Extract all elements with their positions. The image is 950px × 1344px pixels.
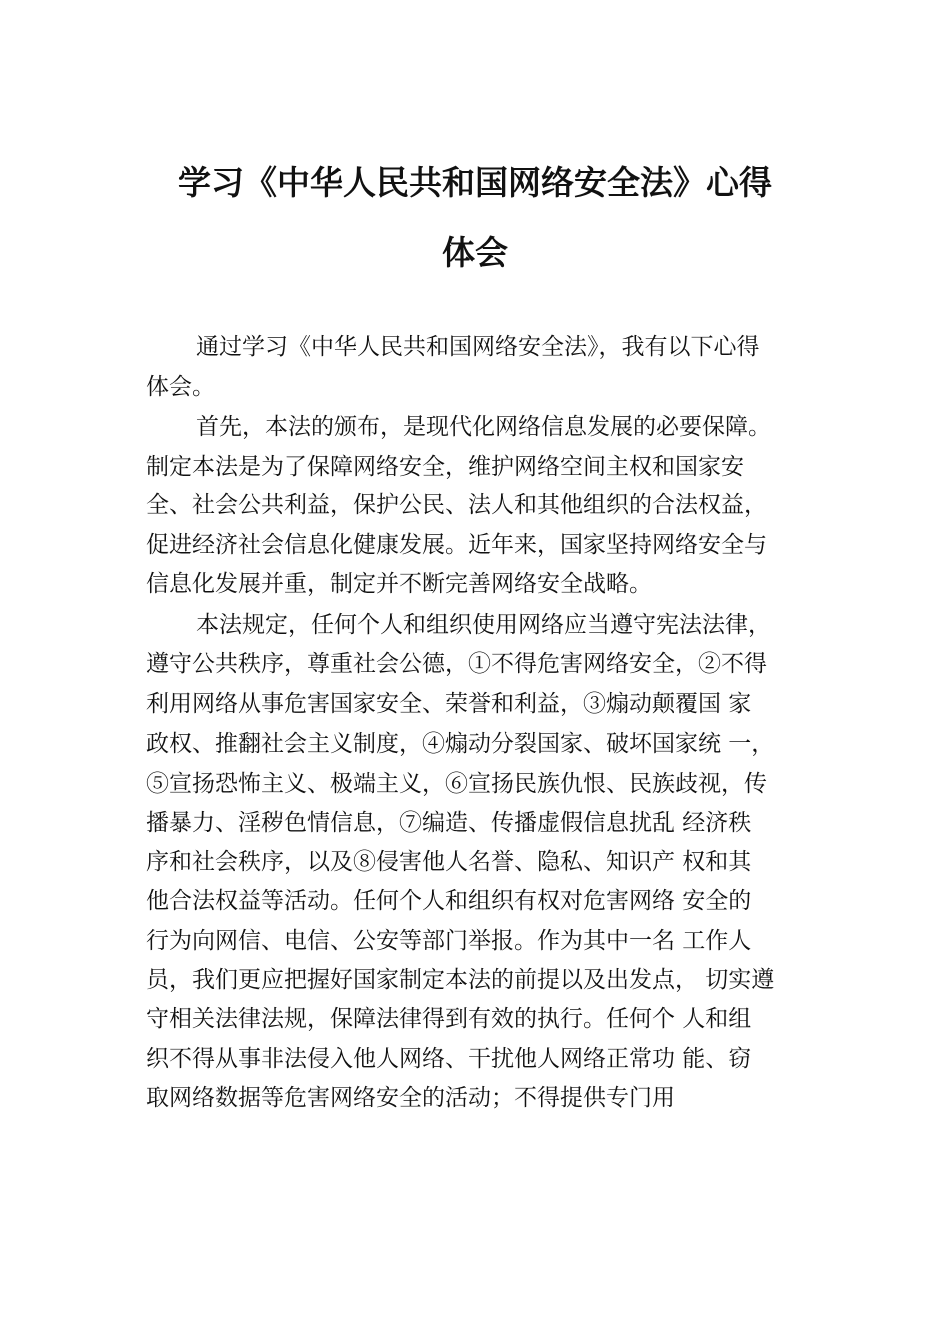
paragraph-line: 员，我们更应把握好国家制定本法的前提以及出发点， 切实遵	[146, 967, 775, 993]
paragraph-line: 本法规定，任何个人和组织使用网络应当遵守宪法法律，	[196, 612, 771, 638]
paragraph-line: 织不得从事非法侵入他人网络、干扰他人网络正常功 能、窃	[146, 1046, 752, 1072]
paragraph-line: 通过学习《中华人民共和国网络安全法》，我有以下心得	[196, 334, 760, 360]
paragraph-line: 促进经济社会信息化健康发展。近年来，国家坚持网络安全与	[146, 532, 767, 558]
paragraph-line: 守相关法律法规，保障法律得到有效的执行。任何个 人和组	[146, 1006, 752, 1032]
paragraph-line: 全、社会公共利益，保护公民、法人和其他组织的合法权益，	[146, 492, 767, 518]
document-title-line-2: 体会	[442, 233, 508, 272]
paragraph-line: 制定本法是为了保障网络安全，维护网络空间主权和国家安	[146, 454, 744, 480]
paragraph-line: 播暴力、淫秽色情信息，⑦编造、传播虚假信息扰乱 经济秩	[146, 810, 752, 836]
paragraph-line: 序和社会秩序，以及⑧侵害他人名誉、隐私、知识产 权和其	[146, 849, 752, 875]
paragraph-line: 遵守公共秩序，尊重社会公德，①不得危害网络安全，②不得	[146, 651, 767, 677]
paragraph-line: 首先，本法的颁布，是现代化网络信息发展的必要保障。	[196, 414, 771, 440]
paragraph-line: ⑤宣扬恐怖主义、极端主义，⑥宣扬民族仇恨、民族歧视，传	[146, 771, 767, 797]
paragraph-line: 取网络数据等危害网络安全的活动；不得提供专门用	[146, 1085, 675, 1111]
paragraph-line: 政权、推翻社会主义制度，④煽动分裂国家、破坏国家统 一，	[146, 731, 775, 757]
paragraph-line: 利用网络从事危害国家安全、荣誉和利益，③煽动颠覆国 家	[146, 691, 752, 717]
document-title-line-1: 学习《中华人民共和国网络安全法》心得	[178, 163, 772, 202]
paragraph-line: 体会。	[146, 374, 215, 400]
paragraph-line: 信息化发展并重，制定并不断完善网络安全战略。	[146, 571, 652, 597]
paragraph-line: 行为向网信、电信、公安等部门举报。作为其中一名 工作人	[146, 928, 752, 954]
paragraph-line: 他合法权益等活动。任何个人和组织有权对危害网络 安全的	[146, 888, 752, 914]
